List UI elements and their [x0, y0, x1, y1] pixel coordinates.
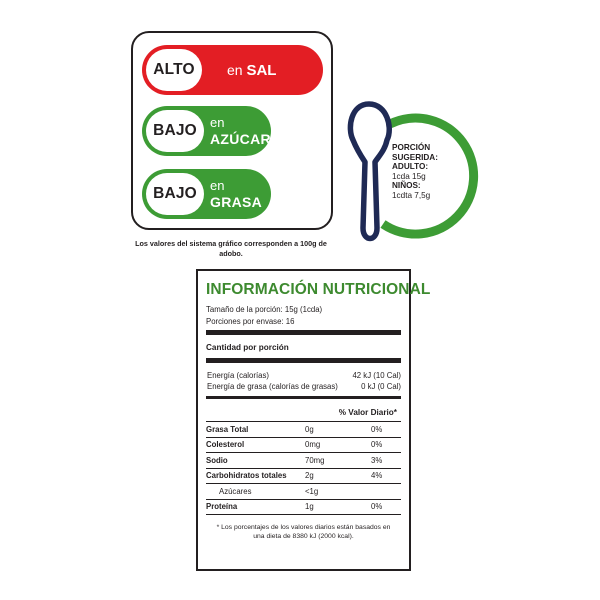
- salt-nutrient: SAL: [246, 61, 277, 79]
- serving-size: Tamaño de la porción: 15g (1cda): [206, 305, 323, 314]
- sugar-nutrient: AZÚCAR: [210, 131, 271, 147]
- fat-energy-value: 0 kJ (0 Cal): [361, 381, 401, 391]
- divider: [206, 358, 401, 363]
- nutrient-warning-panel: [131, 31, 333, 230]
- nutrient-name: Azúcares: [219, 486, 252, 496]
- table-row: [206, 453, 401, 469]
- salt-indicator: [142, 45, 323, 95]
- table-row: [206, 500, 401, 516]
- nutrient-amount: 70mg: [305, 455, 325, 465]
- energy-row: [206, 371, 401, 382]
- fat-nutrient: GRASA: [210, 194, 263, 210]
- footnote: * Los porcentajes de los valores diarios están basados en una dieta de 8380 kJ (2000 kcal).: [216, 524, 391, 541]
- amount-per-serving: Cantidad por porción: [206, 343, 289, 352]
- sugar-level: BAJO: [146, 110, 204, 152]
- kids-value: 1cdta 7,5g: [392, 190, 431, 200]
- sugar-prefix: en: [210, 115, 225, 130]
- daily-value-header: % Valor Diario*: [338, 408, 397, 417]
- fat-indicator: [142, 169, 271, 219]
- sugar-label: [210, 115, 271, 147]
- nutrition-facts-panel: [196, 269, 431, 571]
- nutrient-amount: <1g: [305, 486, 319, 496]
- energy-value: 42 kJ (10 Cal): [352, 371, 401, 380]
- table-row: [206, 469, 401, 485]
- nutrient-amount: 2g: [305, 471, 314, 481]
- table-row: [206, 438, 401, 454]
- salt-level: ALTO: [146, 49, 202, 91]
- table-row: [206, 484, 401, 500]
- nutrient-amount: 0mg: [305, 440, 321, 450]
- salt-prefix: en: [227, 61, 243, 78]
- nutrient-amount: 1g: [305, 502, 314, 512]
- suggested-portion-badge: [345, 100, 485, 245]
- nutrient-dv: 3%: [371, 455, 383, 465]
- portion-subtitle: SUGERIDA:: [392, 152, 438, 162]
- divider: [206, 396, 401, 399]
- semaphore-note: Los valores del sistema gráfico corresponden a 100g de adobo.: [135, 239, 327, 258]
- adult-value: 1cda 15g: [392, 171, 426, 181]
- portion-title: PORCIÓN: [392, 143, 431, 152]
- kids-label: NIÑOS:: [392, 181, 421, 191]
- energy-label: Energía (calorías): [207, 371, 269, 380]
- divider: [206, 330, 401, 335]
- nutrient-dv: 4%: [371, 471, 383, 481]
- nutrition-title: INFORMACIÓN NUTRICIONAL: [206, 281, 431, 298]
- fat-level: BAJO: [146, 173, 204, 215]
- nutrient-dv: 0%: [371, 440, 383, 450]
- nutrient-name: Sodio: [206, 455, 228, 465]
- nutrient-name: Colesterol: [206, 440, 245, 450]
- sugar-indicator: [142, 106, 271, 156]
- servings-per-container: Porciones por envase: 16: [206, 316, 295, 326]
- adult-label: ADULTO:: [392, 162, 429, 172]
- fat-prefix: en: [210, 178, 225, 193]
- fat-label: [210, 178, 262, 210]
- nutrient-amount: 0g: [305, 424, 314, 434]
- nutrient-name: Grasa Total: [206, 424, 249, 434]
- nutrient-name: Proteína: [206, 502, 238, 512]
- nutrient-name: Carbohidratos totales: [206, 471, 287, 481]
- portion-text: [392, 143, 462, 201]
- table-row: [206, 422, 401, 438]
- salt-label: [227, 62, 276, 79]
- nutrient-dv: 0%: [371, 424, 383, 434]
- fat-energy-label: Energía de grasa (calorías de grasas): [207, 381, 338, 391]
- nutrient-dv: 0%: [371, 502, 383, 512]
- fat-energy-row: [206, 382, 401, 393]
